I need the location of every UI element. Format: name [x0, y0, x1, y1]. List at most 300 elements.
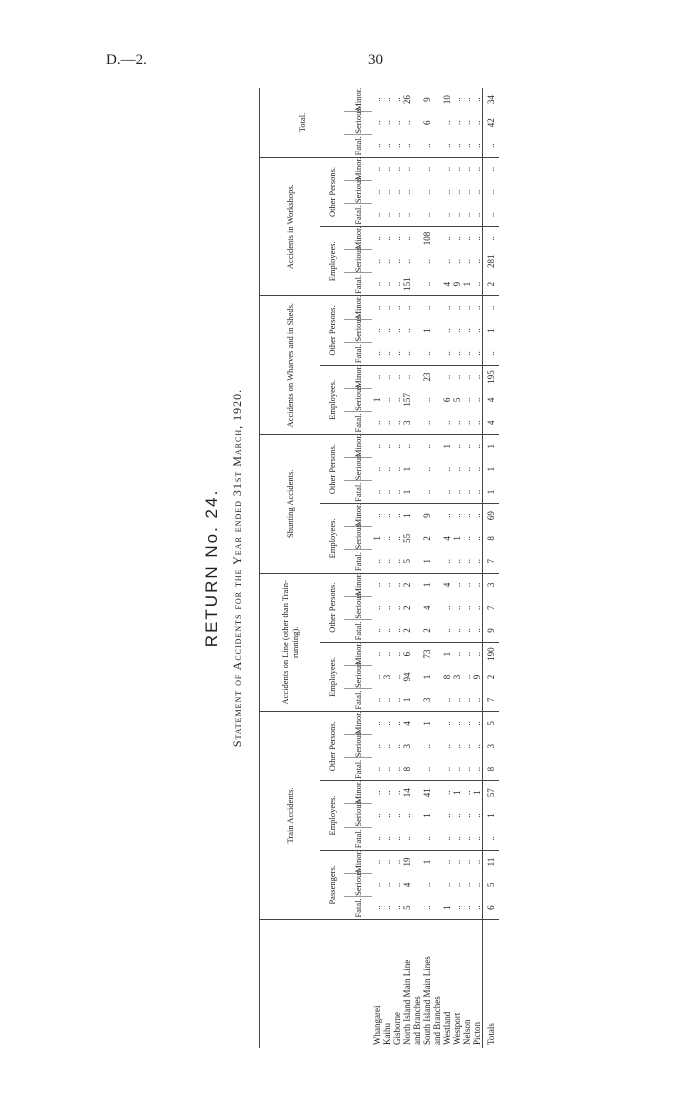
column-header: Fatal. [344, 204, 372, 227]
table-cell: .. [382, 605, 392, 610]
table-cell: .. [382, 896, 392, 919]
table-cell: .. [472, 605, 482, 610]
table-cell [412, 481, 422, 504]
table-cell: .. [372, 619, 382, 642]
table-cell [432, 134, 442, 157]
table-cell: .. [442, 744, 452, 749]
column-header: Serious. [344, 180, 372, 203]
table-cell: .. [402, 305, 412, 310]
column-header: Minor. [344, 227, 372, 250]
table-cell: .. [472, 689, 483, 712]
table-cell [432, 250, 442, 273]
table-cell: .. [472, 481, 483, 504]
table-cell: 1 [422, 328, 432, 333]
table-cell: .. [442, 790, 452, 795]
subgroup-header: Employees. [320, 642, 344, 711]
table-cell: .. [422, 744, 432, 749]
table-cell: .. [452, 444, 462, 449]
table-cell: .. [372, 374, 382, 380]
row-label: Picton [472, 1021, 482, 1045]
table-cell: 7 [483, 596, 500, 619]
table-cell [432, 88, 442, 111]
row-label: Nelson [462, 1019, 472, 1045]
column-header: Minor. [344, 435, 372, 458]
table-cell: .. [472, 758, 483, 781]
table-cell: .. [372, 651, 382, 657]
table-cell: .. [462, 166, 472, 172]
table-cell: .. [422, 466, 432, 472]
table-cell: .. [392, 236, 402, 241]
table-cell: .. [442, 859, 452, 865]
column-header: Fatal. [344, 411, 372, 434]
table-cell [412, 758, 422, 781]
table-cell: .. [462, 444, 472, 449]
table-cell: .. [442, 605, 452, 610]
table-cell: .. [452, 236, 462, 241]
table-row [412, 88, 422, 1048]
table-cell: .. [442, 827, 452, 850]
table-cell: .. [372, 513, 382, 518]
table-cell: .. [382, 189, 392, 195]
table-cell [412, 227, 422, 250]
table-cell [432, 873, 442, 896]
table-cell [412, 573, 422, 596]
column-header: Fatal. [344, 896, 372, 919]
table-cell: .. [422, 134, 432, 157]
table-cell [412, 134, 422, 157]
table-cell: .. [392, 689, 402, 712]
table-cell: .. [452, 619, 462, 642]
table-cell: .. [442, 513, 452, 518]
table-cell: .. [392, 97, 402, 102]
table-cell [412, 180, 422, 203]
table-cell: .. [472, 444, 482, 449]
table-cell: .. [392, 397, 402, 403]
column-header: Serious. [344, 665, 372, 688]
table-cell: 151 [402, 273, 412, 296]
table-cell [412, 296, 422, 319]
table-row [472, 88, 483, 1048]
table-cell: .. [462, 605, 472, 610]
table-cell: 1 [422, 582, 432, 588]
row-label: South Island Main Lines [422, 956, 432, 1045]
table-cell: .. [422, 411, 432, 434]
table-row [382, 88, 392, 1048]
table-cell: 9 [472, 674, 482, 680]
table-cell: 3 [402, 411, 412, 434]
table-cell: 1 [452, 790, 462, 795]
table-cell: .. [372, 328, 382, 333]
table-cell: .. [392, 859, 402, 865]
table-cell [432, 319, 442, 342]
table-cell: 108 [422, 231, 432, 246]
table-cell: .. [462, 721, 472, 726]
table-cell: .. [372, 481, 382, 504]
return-title: RETURN No. 24. [202, 488, 221, 648]
table-cell: .. [372, 721, 382, 726]
table-cell: .. [372, 859, 382, 865]
row-label: Kaihu [382, 1023, 392, 1045]
table-cell: .. [472, 813, 482, 818]
table-cell: 26 [402, 95, 412, 105]
table-cell [432, 896, 442, 919]
table-cell: .. [392, 550, 402, 573]
table-cell: 1 [422, 813, 432, 818]
table-cell: 5 [402, 896, 412, 919]
table-cell: 3 [483, 735, 500, 758]
table-cell: 2 [402, 582, 412, 588]
table-cell: 94 [402, 672, 412, 682]
table-cell: 23 [422, 372, 432, 382]
table-row [372, 88, 382, 1048]
table-cell: .. [382, 882, 392, 888]
table-cell: .. [382, 651, 392, 657]
column-header: Fatal. [344, 619, 372, 642]
table-row [422, 88, 432, 1048]
table-cell [432, 296, 442, 319]
row-label: Westport [452, 1012, 462, 1045]
table-cell: .. [472, 859, 482, 865]
table-cell: 1 [372, 397, 382, 403]
row-label-header [260, 919, 372, 1048]
table-cell: .. [372, 305, 382, 310]
column-header: Fatal. [344, 273, 372, 296]
table-cell: .. [392, 259, 402, 264]
table-cell: .. [472, 466, 482, 472]
table-cell: .. [442, 236, 452, 241]
table-cell: 2 [483, 273, 500, 296]
table-cell: .. [372, 550, 382, 573]
table-cell [412, 896, 422, 919]
table-cell: 8 [442, 674, 452, 680]
table-cell [432, 619, 442, 642]
table-cell: .. [462, 236, 472, 241]
table-cell [432, 157, 442, 180]
table-cell: 1 [422, 721, 432, 726]
table-cell [412, 689, 422, 712]
table-cell: .. [462, 466, 472, 472]
table-cell: .. [422, 259, 432, 264]
table-cell: .. [392, 882, 402, 888]
table-cell: 3 [483, 573, 500, 596]
table-cell: .. [382, 758, 392, 781]
table-cell: .. [442, 259, 452, 264]
table-cell: .. [483, 827, 500, 850]
table-cell: .. [422, 882, 432, 888]
table-cell: .. [472, 582, 482, 588]
table-cell: .. [472, 896, 483, 919]
table-cell: .. [462, 674, 472, 680]
table-cell: .. [392, 758, 402, 781]
table-cell: .. [422, 166, 432, 172]
group-header: Train Accidents. [260, 712, 320, 920]
table-cell: .. [442, 689, 452, 712]
table-cell: .. [462, 134, 472, 157]
table-cell: .. [392, 790, 402, 795]
table-cell: .. [372, 758, 382, 781]
table-cell: 8 [483, 758, 500, 781]
table-cell: .. [472, 411, 483, 434]
table-cell: 8 [402, 758, 412, 781]
table-cell: 9 [422, 513, 432, 518]
column-header: Serious. [344, 735, 372, 758]
table-cell [432, 227, 442, 250]
subgroup-header: Other Persons. [320, 712, 344, 781]
table-cell: 2 [402, 619, 412, 642]
table-cell: .. [402, 204, 412, 227]
table-cell: 5 [452, 397, 462, 403]
table-cell [432, 111, 442, 134]
accidents-table [259, 88, 499, 1048]
table-cell: 1 [442, 896, 452, 919]
table-cell [432, 550, 442, 573]
table-cell: .. [472, 236, 482, 241]
table-cell: 9 [452, 273, 462, 296]
table-cell: .. [392, 466, 402, 472]
table-cell: .. [392, 374, 402, 380]
table-cell: .. [382, 481, 392, 504]
table-cell: .. [372, 466, 382, 472]
table-cell: .. [442, 550, 452, 573]
table-cell: .. [462, 827, 472, 850]
table-cell: .. [472, 342, 483, 365]
table-cell: .. [372, 896, 382, 919]
table-cell [432, 504, 442, 527]
group-header: Shunting Accidents. [260, 435, 320, 574]
table-cell: .. [452, 411, 462, 434]
table-cell: 1 [372, 536, 382, 541]
table-cell: .. [462, 651, 472, 657]
table-cell: 1 [422, 674, 432, 680]
table-cell [412, 319, 422, 342]
table-cell: 9 [483, 619, 500, 642]
table-cell: .. [483, 342, 500, 365]
table-cell: .. [462, 189, 472, 195]
column-header: Minor. [344, 296, 372, 319]
table-cell: 1 [483, 319, 500, 342]
table-cell: .. [382, 397, 392, 403]
table-cell: .. [372, 166, 382, 172]
table-cell: .. [472, 550, 483, 573]
column-header: Minor. [344, 642, 372, 665]
table-cell: .. [462, 481, 472, 504]
table-cell: .. [392, 813, 402, 818]
table-cell: .. [442, 374, 452, 380]
table-cell: 4 [402, 721, 412, 726]
subgroup-header: Other Persons. [320, 296, 344, 365]
table-cell: 3 [422, 689, 432, 712]
table-cell: 6 [483, 896, 500, 919]
column-header: Serious. [344, 804, 372, 827]
table-cell: .. [442, 411, 452, 434]
table-cell: .. [402, 189, 412, 195]
column-header: Fatal. [344, 758, 372, 781]
column-header: Serious. [344, 527, 372, 550]
table-cell: .. [442, 882, 452, 888]
column-header: Minor. [344, 88, 372, 111]
table-cell [412, 458, 422, 481]
table-cell: .. [392, 305, 402, 310]
table-cell: .. [422, 305, 432, 310]
table-cell: 9 [422, 97, 432, 102]
table-cell: .. [462, 536, 472, 541]
table-cell: .. [442, 466, 452, 472]
table-cell: .. [382, 827, 392, 850]
table-cell [412, 365, 422, 388]
table-cell: .. [382, 744, 392, 749]
table-cell: .. [462, 513, 472, 518]
table-cell: 4 [442, 273, 452, 296]
table-cell: .. [472, 397, 482, 403]
table-cell: .. [462, 305, 472, 310]
table-cell: .. [372, 790, 382, 795]
table-cell [432, 758, 442, 781]
table-cell: .. [372, 411, 382, 434]
table-cell: .. [372, 744, 382, 749]
table-cell [432, 735, 442, 758]
table-cell: 4 [422, 605, 432, 610]
table-cell: 55 [402, 533, 412, 543]
table-cell: 4 [402, 882, 412, 888]
table-cell: .. [452, 97, 462, 102]
table-cell: .. [452, 882, 462, 888]
table-cell [412, 527, 422, 550]
table-cell [412, 342, 422, 365]
column-header: Fatal. [344, 827, 372, 850]
table-cell: .. [402, 259, 412, 264]
table-cell: .. [382, 790, 392, 795]
table-cell: 5 [483, 873, 500, 896]
table-cell: .. [452, 374, 462, 380]
table-cell [412, 827, 422, 850]
table-cell [412, 735, 422, 758]
subgroup-header: Other Persons. [320, 573, 344, 642]
table-cell [432, 342, 442, 365]
table-cell: .. [472, 882, 482, 888]
table-cell: .. [472, 744, 482, 749]
table-cell: 6 [402, 651, 412, 657]
table-cell: .. [422, 896, 432, 919]
table-cell: .. [442, 189, 452, 195]
table-cell: 1 [472, 790, 482, 795]
table-cell: 69 [483, 504, 500, 527]
table-cell: .. [382, 513, 392, 518]
table-cell: .. [472, 651, 482, 657]
table-cell: .. [472, 721, 482, 726]
table-cell: .. [472, 134, 483, 157]
table-cell: .. [452, 651, 462, 657]
table-cell: .. [382, 236, 392, 241]
table-cell: .. [402, 134, 412, 157]
table-cell: 42 [483, 111, 500, 134]
group-header: Accidents in Workshops. [260, 157, 320, 296]
table-cell [412, 550, 422, 573]
table-cell: 190 [483, 642, 500, 665]
table-cell: .. [402, 328, 412, 333]
table-cell: .. [462, 374, 472, 380]
table-cell: 3 [402, 744, 412, 749]
table-cell: 1 [483, 804, 500, 827]
subgroup-header: Other Persons. [320, 157, 344, 226]
statement-title: Statement of Accidents for the Year ended 31st March, 1920. [230, 388, 244, 748]
table-cell: .. [392, 120, 402, 125]
table-cell: .. [452, 189, 462, 195]
table-cell: .. [442, 342, 452, 365]
table-cell [412, 388, 422, 411]
table-cell: .. [372, 120, 382, 125]
group-header: Accidents on Wharves and in Sheds. [260, 296, 320, 435]
table-cell: .. [452, 466, 462, 472]
table-cell [432, 365, 442, 388]
table-cell [412, 850, 422, 873]
table-cell: 2 [422, 536, 432, 541]
table-cell: .. [392, 481, 402, 504]
table-cell: .. [462, 619, 472, 642]
table-cell: .. [372, 582, 382, 588]
table-cell: 281 [483, 250, 500, 273]
subgroup-header: Employees. [320, 781, 344, 850]
table-cell [432, 781, 442, 804]
table-cell [432, 642, 442, 665]
table-cell [412, 504, 422, 527]
table-cell: .. [382, 536, 392, 541]
subgroup-header: Employees. [320, 504, 344, 573]
table-row [462, 88, 472, 1048]
table-row [402, 88, 412, 1048]
table-cell [412, 111, 422, 134]
table-cell: .. [462, 813, 472, 818]
table-cell: .. [392, 342, 402, 365]
table-cell: .. [462, 896, 472, 919]
table-cell: .. [372, 444, 382, 449]
table-cell: .. [392, 721, 402, 726]
table-cell: .. [422, 397, 432, 403]
table-cell: .. [372, 689, 382, 712]
table-cell: .. [442, 134, 452, 157]
table-cell: .. [422, 444, 432, 449]
table-cell: .. [472, 120, 482, 125]
row-label: and Branches [412, 996, 422, 1045]
table-cell [412, 88, 422, 111]
table-cell: .. [382, 273, 392, 296]
table-cell: .. [372, 236, 382, 241]
table-cell: .. [392, 896, 402, 919]
table-cell [412, 642, 422, 665]
table-cell: .. [422, 342, 432, 365]
table-cell: .. [372, 813, 382, 818]
table-cell: .. [382, 721, 392, 726]
column-header: Minor. [344, 504, 372, 527]
table-cell [432, 827, 442, 850]
table-cell: 1 [402, 481, 412, 504]
table-cell: 1 [483, 481, 500, 504]
table-cell: .. [372, 674, 382, 680]
table-cell: .. [452, 481, 462, 504]
table-cell: .. [472, 259, 482, 264]
table-cell: 1 [402, 466, 412, 472]
table-cell: .. [382, 813, 392, 818]
table-cell: 1 [483, 435, 500, 458]
table-cell: .. [462, 204, 472, 227]
table-cell: .. [472, 513, 482, 518]
table-cell: .. [422, 758, 432, 781]
column-header: Serious. [344, 250, 372, 273]
table-cell: .. [462, 744, 472, 749]
table-cell: .. [472, 536, 482, 541]
table-cell: .. [392, 328, 402, 333]
column-header: Serious. [344, 388, 372, 411]
table-cell: .. [442, 481, 452, 504]
